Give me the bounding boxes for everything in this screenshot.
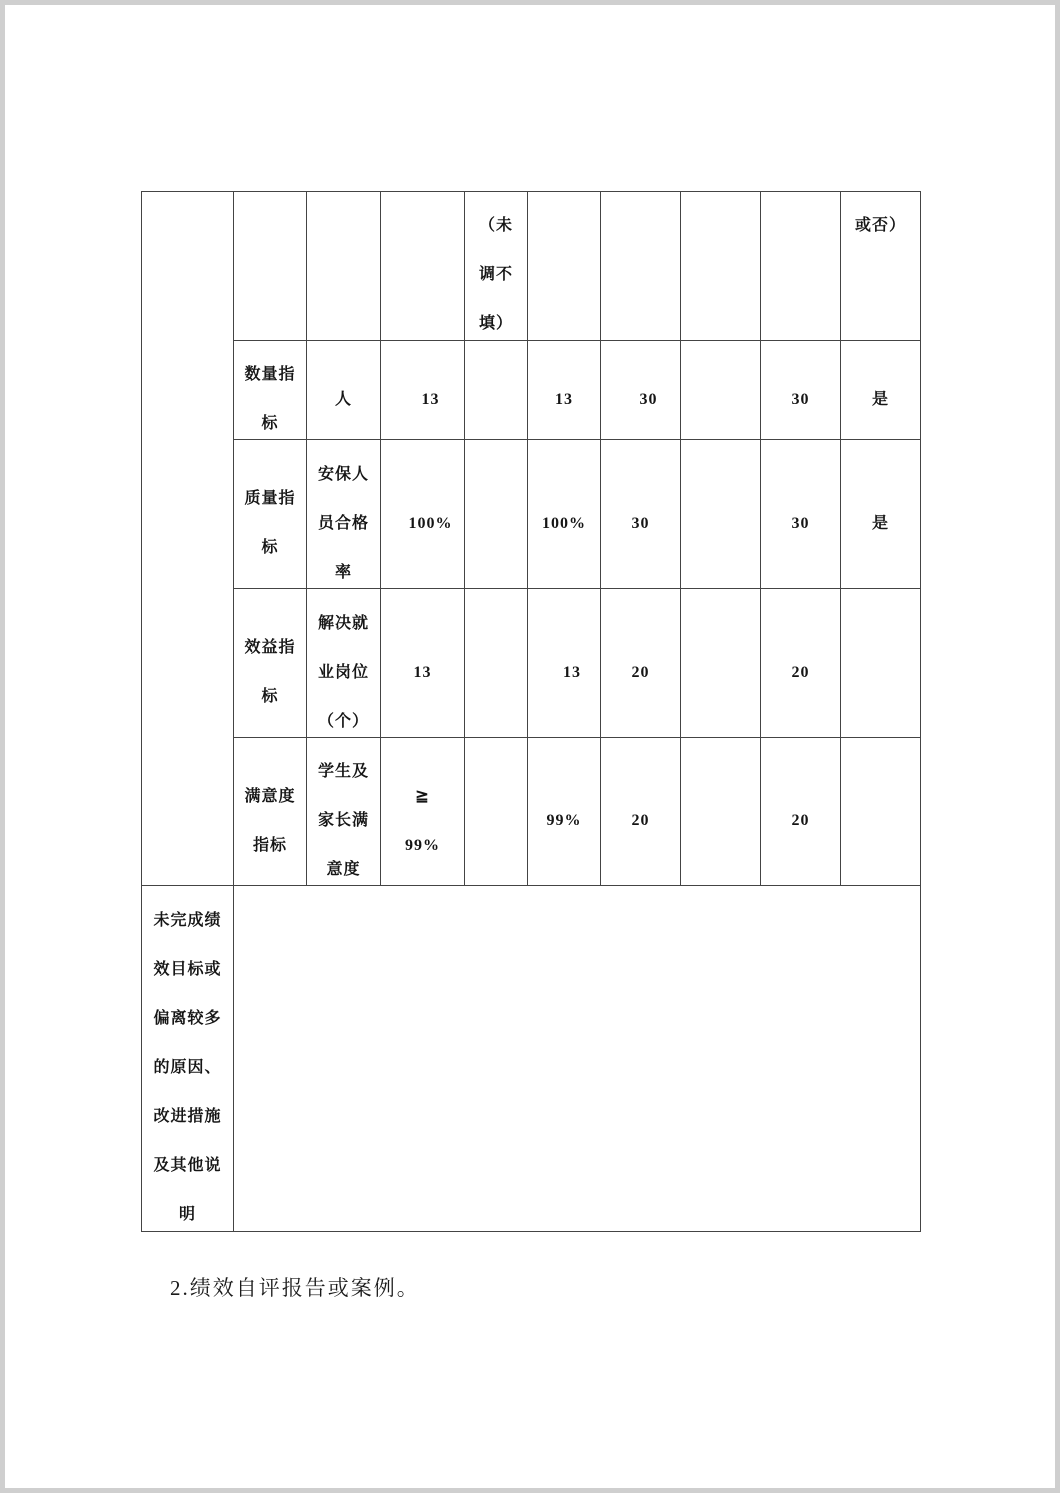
cell-text	[244, 772, 295, 870]
table-cell	[528, 440, 601, 589]
cell-text	[632, 648, 650, 697]
cell-text	[792, 796, 810, 845]
cell-text-line: 调不	[478, 266, 513, 283]
cell-text-line: 员合格	[317, 514, 369, 532]
table-cell	[681, 589, 761, 738]
table-cell	[761, 192, 841, 341]
table-cell	[681, 738, 761, 886]
table-cell	[841, 192, 921, 341]
cell-text-line: 业岗位	[317, 663, 369, 681]
cell-text-line: 13	[555, 390, 573, 408]
cell-text	[632, 796, 650, 845]
table-cell	[841, 738, 921, 886]
cell-text-line: 学生及	[317, 763, 369, 780]
cell-text	[318, 599, 369, 746]
table-cell	[465, 738, 528, 886]
cell-text-line: 人	[334, 390, 352, 408]
cell-text-line: （未	[478, 217, 513, 234]
table-cell	[601, 440, 681, 589]
cell-text-line: ≧	[415, 787, 430, 805]
cell-text-line: 是	[871, 390, 889, 408]
cell-text-line: 20	[631, 663, 650, 681]
cell-text-line: 或否）	[854, 217, 906, 234]
table-cell	[307, 341, 381, 440]
cell-text-line: 及其他说	[153, 1157, 222, 1174]
cell-text	[640, 375, 658, 424]
table-cell	[381, 589, 465, 738]
cell-text-line: 未完成绩	[153, 912, 222, 929]
table-cell	[841, 341, 921, 440]
cell-text-line: 率	[334, 563, 352, 581]
cell-text-line: 20	[791, 812, 810, 829]
table-cell-merged	[142, 192, 234, 886]
cell-text-line: 的原因、	[153, 1059, 222, 1076]
table-cell	[234, 440, 307, 589]
table-cell	[234, 341, 307, 440]
cell-text	[563, 648, 581, 697]
cell-text-line: 安保人	[317, 465, 369, 483]
cell-text-line: 20	[631, 812, 650, 829]
table-cell	[465, 192, 528, 341]
table-cell	[761, 589, 841, 738]
cell-text	[855, 192, 906, 250]
table-cell	[601, 192, 681, 341]
table-cell	[381, 341, 465, 440]
cell-text-line: 99%	[405, 836, 440, 854]
table-cell	[761, 341, 841, 440]
cell-text	[244, 623, 295, 721]
cell-text-line: 指标	[252, 836, 287, 854]
cell-text-line: 30	[791, 390, 810, 408]
cell-text	[632, 499, 650, 548]
cell-text-line: 是	[871, 514, 889, 532]
table-cell	[465, 589, 528, 738]
cell-text-line: 13	[563, 663, 581, 681]
table-cell	[528, 738, 601, 886]
cell-text-line: 改进措施	[153, 1108, 222, 1125]
remarks-label-cell	[142, 886, 234, 1232]
cell-text	[244, 474, 295, 572]
cell-text-line: 数量指	[244, 366, 296, 383]
table-cell	[681, 341, 761, 440]
table-cell	[307, 192, 381, 341]
cell-text-line: 100%	[542, 514, 586, 532]
cell-text-line: 意度	[326, 861, 361, 878]
table-cell	[234, 192, 307, 341]
cell-text-line: 30	[631, 514, 650, 532]
cell-text-line: 标	[261, 415, 279, 432]
remarks-content-cell	[234, 886, 921, 1232]
table-cell	[601, 341, 681, 440]
table-cell	[528, 192, 601, 341]
cell-text-line: 解决就	[317, 614, 369, 632]
cell-text-line: 质量指	[244, 490, 296, 507]
cell-text	[405, 772, 440, 870]
cell-text	[335, 375, 352, 424]
cell-text-line: 13	[421, 390, 440, 408]
table-cell	[841, 440, 921, 589]
cell-text	[422, 375, 440, 424]
table-cell	[761, 738, 841, 886]
cell-text	[792, 499, 810, 548]
table-cell	[681, 440, 761, 589]
table-cell	[234, 589, 307, 738]
table-cell	[761, 440, 841, 589]
cell-text-line: 100%	[408, 514, 453, 532]
table-cell	[841, 589, 921, 738]
table-cell	[234, 738, 307, 886]
table-cell	[307, 589, 381, 738]
performance-table	[141, 191, 921, 1232]
cell-text	[244, 350, 295, 448]
table-cell	[307, 440, 381, 589]
cell-text	[792, 375, 810, 424]
table-cell	[681, 192, 761, 341]
cell-text	[872, 375, 889, 424]
cell-text	[542, 499, 586, 548]
cell-text-line: 99%	[546, 812, 582, 829]
cell-text-line: 满意度	[244, 787, 296, 805]
cell-text-line: 13	[413, 663, 432, 681]
table-cell	[465, 341, 528, 440]
cell-text-line: 标	[261, 688, 279, 705]
cell-text-line: 填）	[478, 315, 513, 332]
table-cell	[601, 738, 681, 886]
table-cell	[465, 440, 528, 589]
cell-text	[153, 896, 221, 1239]
cell-text-line: 30	[639, 390, 658, 408]
cell-text	[414, 648, 432, 697]
cell-text-line: 偏离较多	[153, 1010, 222, 1027]
cell-text	[318, 450, 369, 597]
cell-text-line: （个）	[317, 712, 369, 730]
cell-text	[555, 375, 573, 424]
cell-text-line: 家长满	[317, 812, 369, 829]
cell-text	[318, 747, 369, 894]
cell-text	[409, 499, 453, 548]
cell-text-line: 标	[261, 539, 279, 556]
cell-text	[547, 796, 582, 845]
cell-text-line: 效益指	[244, 639, 296, 656]
cell-text-line: 明	[178, 1206, 196, 1223]
table-cell	[601, 589, 681, 738]
table-cell	[528, 341, 601, 440]
cell-text-line: 效目标或	[153, 961, 222, 978]
cell-text	[872, 499, 889, 548]
cell-text	[479, 192, 513, 348]
table-cell	[381, 738, 465, 886]
table-cell	[307, 738, 381, 886]
table-cell	[381, 440, 465, 589]
table-cell	[381, 192, 465, 341]
cell-text	[792, 648, 810, 697]
cell-text-line: 20	[791, 663, 810, 681]
cell-text-line: 30	[791, 514, 810, 532]
section-heading: 2.绩效自评报告或案例。	[170, 1276, 420, 1300]
table-cell	[528, 589, 601, 738]
